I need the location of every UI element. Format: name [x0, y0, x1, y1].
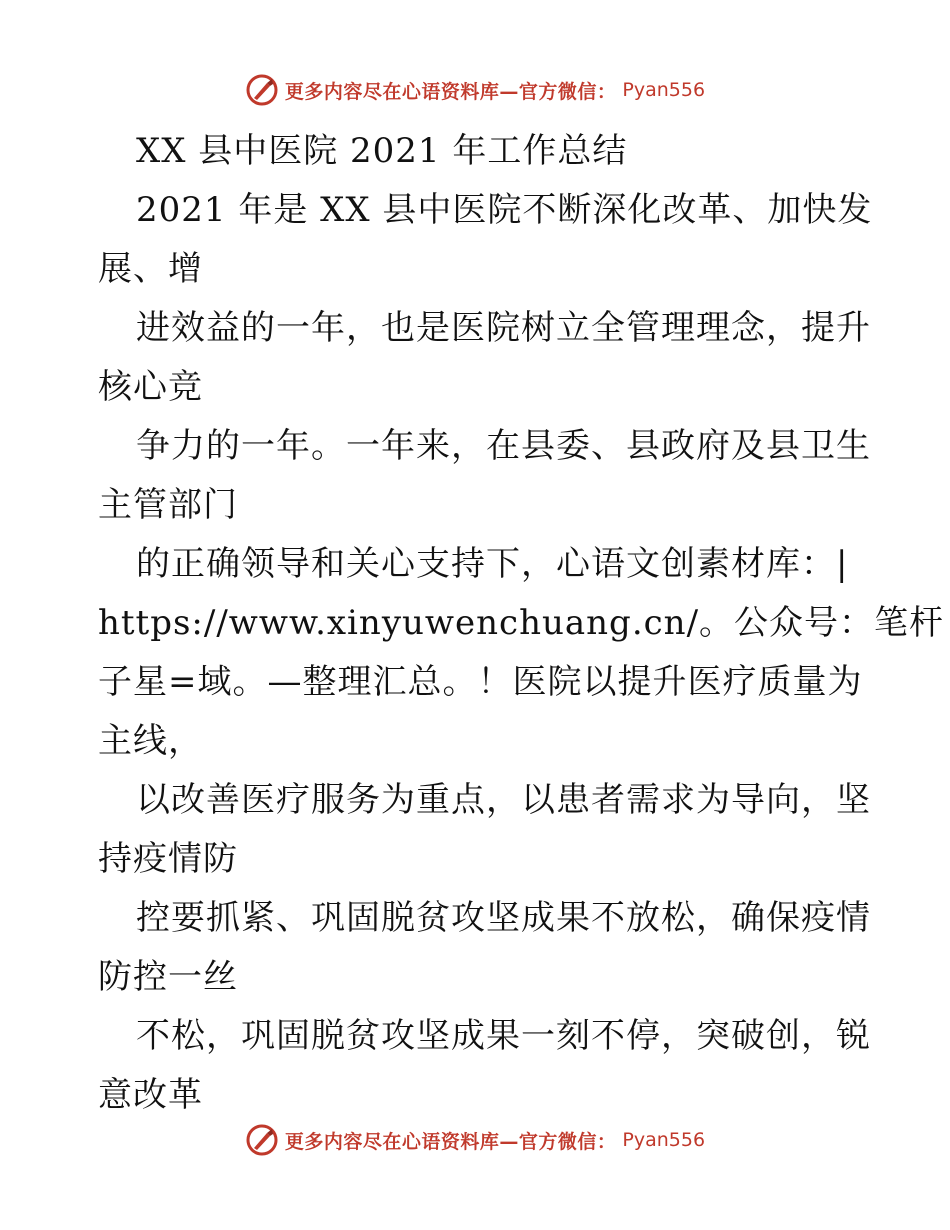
watermark-text: 更多内容尽在心语资料库—官方微信： [284, 1130, 617, 1153]
text-line: 控要抓紧、巩固脱贫攻坚成果不放松，确保疫情 [136, 898, 871, 938]
watermark-wechat-id: Pyan556 [622, 1129, 706, 1151]
text-line: 持疫情防 [98, 839, 238, 879]
text-line: 子星=域。—整理汇总。！医院以提升医疗质量为 [98, 662, 863, 702]
pen-logo-icon [245, 1123, 279, 1157]
text-line: 的正确领导和关心支持下，心语文创素材库：| [136, 544, 849, 584]
text-line: 进效益的一年，也是医院树立全管理理念，提升 [136, 308, 871, 348]
text-line: https://www.xinyuwenchuang.cn/。公众号：笔杆 [98, 603, 945, 643]
document-body [98, 122, 945, 1125]
text-line: 争力的一年。一年来，在县委、县政府及县卫生 [136, 426, 871, 466]
pen-logo-icon [245, 73, 279, 107]
watermark-wechat-id: Pyan556 [622, 79, 706, 101]
text-line: 意改革 [98, 1075, 203, 1115]
text-line: 防控一丝 [98, 957, 238, 997]
document-title: XX 县中医院 2021 年工作总结 [136, 131, 628, 171]
text-line: 核心竞 [98, 367, 203, 407]
text-line: 主线， [98, 721, 203, 761]
text-line: 主管部门 [98, 485, 238, 525]
text-line: 不松，巩固脱贫攻坚成果一刻不停，突破创，锐 [136, 1016, 871, 1056]
text-line: 以改善医疗服务为重点，以患者需求为导向，坚 [136, 780, 871, 820]
text-line: 2021 年是 XX 县中医院不断深化改革、加快发 [136, 190, 873, 230]
text-line: 展、增 [98, 249, 203, 289]
watermark-banner-bottom [0, 1120, 950, 1160]
watermark-banner-top [0, 70, 950, 110]
watermark-text: 更多内容尽在心语资料库—官方微信： [284, 80, 617, 103]
